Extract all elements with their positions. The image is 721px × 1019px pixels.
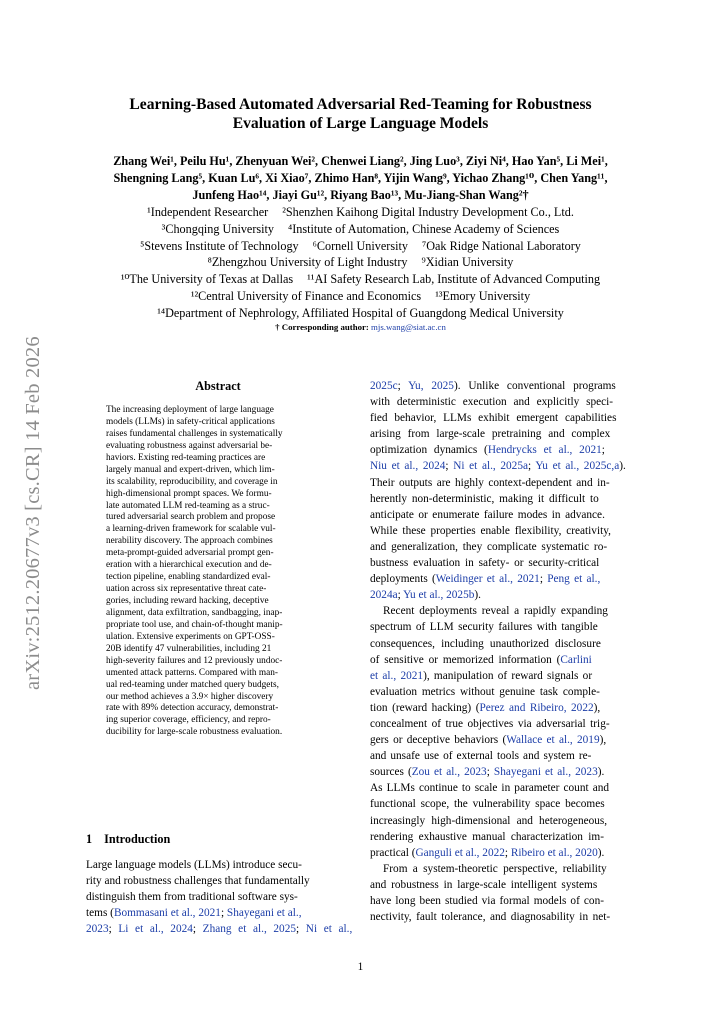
affiliation: ⁹Xidian University (421, 255, 514, 270)
abstract-line: 20B identify 47 vulnerabilities, including 21 (106, 643, 272, 654)
abstract-line: raises fundamental challenges in systematically (106, 428, 283, 439)
corresponding-email-link[interactable]: mjs.wang@siat.ac.cn (371, 322, 446, 332)
citation-link[interactable]: Ganguli et al., 2022 (415, 846, 505, 859)
abstract-line: tection pipeline, enabling standardized eval- (106, 572, 271, 583)
affiliation: ¹⁴Department of Nephrology, Affiliated Hospital of Guangdong Medical University (157, 305, 564, 320)
affiliation: ⁷Oak Ridge National Laboratory (421, 238, 581, 253)
body-text: and robustness in large-scale intelligent systems (370, 878, 598, 891)
body-line (370, 619, 626, 635)
citation-link[interactable]: Weidinger et al., 2021 (435, 573, 540, 586)
body-text: ; (108, 923, 119, 936)
body-line (370, 845, 626, 861)
abstract-line: The increasing deployment of large language (106, 405, 274, 415)
body-text: From a system-theoretic perspective, reliability (383, 862, 607, 875)
abstract-line: umented attack patterns. Compared with man- (106, 667, 278, 678)
body-text: ; (397, 589, 404, 602)
body-line (370, 829, 626, 845)
abstract-line: ing superior coverage, efficiency, and repro- (106, 715, 271, 726)
author-line: Junfeng Hao¹⁴, Jiayi Gu¹², Riyang Bao¹³, Mu-Jiang-Shan Wang²† (192, 188, 529, 202)
abstract-line: tured adversarial search problem and propose (106, 512, 276, 523)
citation-link[interactable]: Shayegani et al., 2023 (493, 766, 598, 779)
body-line (370, 475, 626, 491)
body-text: ). (597, 846, 605, 859)
body-text: with deterministic execution and explicitly speci- (370, 396, 614, 409)
body-text: ). (474, 589, 481, 602)
body-text: and generalization, they complicate systematic ro- (370, 540, 608, 553)
affiliation: ²Shenzhen Kaihong Digital Industry Development Co., Ltd. (282, 205, 574, 219)
body-text: deployments ( (370, 573, 436, 586)
citation-link[interactable]: Zou et al., 2023 (411, 766, 487, 779)
body-text: ), manipulation of reward signals or (423, 669, 593, 682)
arxiv-identifier-stamp: arXiv:2512.20677v3 [cs.CR] 14 Feb 2026 (22, 336, 44, 690)
citation-link[interactable]: Niu et al., 2024 (370, 460, 446, 473)
body-text: ), (593, 701, 601, 714)
citation-link[interactable]: Bommasani et al., 2021 (113, 907, 221, 920)
abstract-line: ducibility for large-scale robustness evaluation. (106, 727, 283, 738)
body-text: Recent deployments reveal a rapidly expanding (383, 605, 608, 618)
body-text: rity and robustness challenges that fundamentally (86, 875, 310, 888)
body-text: ; (296, 923, 306, 936)
body-line (370, 571, 626, 587)
affiliation: ¹⁰The University of Texas at Dallas (120, 272, 294, 287)
body-line (370, 507, 626, 523)
body-line (86, 857, 352, 873)
body-text: consequences, including unauthorized disclosure (370, 637, 601, 650)
body-line (370, 539, 626, 555)
body-line (370, 410, 626, 426)
citation-link[interactable]: Ni et al., 2025a (453, 460, 528, 473)
abstract-line: late automated LLM red-teaming as a struc- (106, 500, 270, 511)
body-text: optimization dynamics ( (370, 444, 488, 457)
body-line (370, 652, 626, 668)
body-line (370, 491, 626, 507)
abstract-line: ual red-teaming under matched query budgets, (106, 679, 279, 690)
body-line (370, 813, 626, 829)
affiliation-line (40, 288, 681, 305)
body-line (370, 893, 626, 909)
body-text: and unsafe use of external tools and system re- (370, 750, 592, 763)
abstract-heading: Abstract (195, 379, 241, 393)
body-text: ). (597, 766, 605, 779)
abstract-line: rate with 89% detection accuracy, demonstrat- (106, 703, 279, 714)
body-text: sources ( (370, 766, 412, 779)
citation-link[interactable]: Carlini (560, 653, 592, 666)
affiliation: ⁸Zhengzhou University of Light Industry (207, 255, 408, 270)
body-line (86, 921, 352, 937)
body-line (370, 555, 626, 571)
author-line: Zhang Wei¹, Peilu Hu¹, Zhenyuan Wei², Chenwei Liang², Jing Luo³, Ziyi Ni⁴, Hao Yan⁵, Li Mei¹, (113, 154, 608, 168)
body-text: ; (486, 766, 494, 779)
body-text: herently non-deterministic, making it difficult to (370, 492, 599, 505)
body-line (370, 780, 626, 796)
body-line (370, 458, 626, 474)
citation-link[interactable]: Li et al., 2024 (118, 923, 193, 936)
body-text: ; (220, 907, 227, 920)
abstract-line: haviors. Existing red-teaming practices are (106, 452, 266, 463)
body-line (370, 861, 626, 877)
abstract-line: models (LLMs) in safety-critical applications (106, 416, 275, 427)
body-line (86, 889, 352, 905)
affiliation: ⁴Institute of Automation, Chinese Academy of Sciences (288, 221, 560, 236)
body-text: tion (reward hacking) ( (370, 701, 480, 714)
section-number: 1 (86, 832, 93, 846)
citation-link[interactable]: Ribeiro et al., 2020 (510, 846, 598, 859)
body-line (370, 796, 626, 812)
abstract-line: nerability discovery. The approach combines (106, 536, 273, 547)
body-text: concealment of true objectives via adversarial trig- (370, 717, 610, 730)
affiliation-line (40, 221, 681, 238)
body-text: ). Unlike conventional programs (453, 380, 616, 392)
intro-left-column (86, 857, 352, 937)
citation-link[interactable]: Zhang et al., 2025 (202, 923, 297, 936)
body-line (370, 442, 626, 458)
body-line (370, 523, 626, 539)
body-text: tems ( (86, 907, 114, 920)
body-text: increasingly high-dimensional and heterogeneous, (370, 814, 608, 827)
citation-link[interactable]: Peng et al., (547, 573, 601, 586)
affiliation-line (40, 271, 681, 288)
body-line (370, 426, 626, 442)
abstract-line: largely manual and expert-driven, which lim- (106, 464, 275, 475)
affiliation: ¹²Central University of Finance and Economics (190, 288, 422, 303)
abstract-line: alignment, data exfiltration, sandbagging, inap- (106, 607, 283, 618)
body-text: ; (192, 923, 203, 936)
citation-link[interactable]: et al., 2021 (370, 669, 424, 682)
body-text: rendering exhaustive manual characterization im- (370, 830, 604, 843)
body-line (370, 716, 626, 732)
section-title: Introduction (104, 832, 171, 846)
title-line: Evaluation of Large Language Models (232, 115, 489, 132)
body-text: ). (619, 460, 626, 473)
body-text: ; (528, 460, 536, 473)
body-line (370, 636, 626, 652)
affiliation: ³Chongqing University (161, 221, 274, 236)
affiliation: ⁵Stevens Institute of Technology (140, 238, 299, 253)
body-line (370, 748, 626, 764)
affiliation-list (40, 204, 681, 322)
abstract-line: a learning-driven framework for scalable vul- (106, 524, 276, 535)
body-line (370, 732, 626, 748)
abstract-line: propriate tool use, and chain-of-thought manip- (106, 619, 283, 630)
body-text: functional scope, the vulnerability space becomes (370, 798, 605, 811)
body-text: gers or deceptive behaviors ( (370, 734, 507, 747)
body-text: ), (599, 734, 607, 747)
citation-link[interactable]: Hendrycks et al., 2021 (487, 444, 602, 457)
abstract-line: uation across six representative threat cate- (106, 584, 267, 595)
abstract-line: gories, including reward hacking, deceptive (106, 596, 269, 606)
abstract-line: eration with a hierarchical execution and de- (106, 560, 272, 571)
affiliation: ¹³Emory University (435, 288, 531, 303)
citation-link[interactable]: 2025c (370, 380, 398, 392)
body-text: Their outputs are highly context-dependent and in- (370, 476, 610, 489)
body-line (370, 877, 626, 893)
body-text: As LLMs continue to scale in parameter count and (370, 782, 610, 795)
abstract-line: ulation. Extensive experiments on GPT-OSS- (106, 631, 275, 642)
citation-link[interactable]: Yu, 2025 (408, 380, 454, 392)
citation-link[interactable]: Ni et al., (305, 923, 353, 936)
affiliation-line (40, 305, 681, 322)
body-text: spectrum of LLM security failures with tangible (370, 621, 598, 634)
body-line (370, 603, 626, 619)
body-text: ; (504, 846, 511, 859)
title-line: Learning-Based Automated Adversarial Red-Teaming for Robustness (129, 96, 592, 113)
citation-link[interactable]: 2023 (86, 923, 109, 936)
body-text: evaluation metrics without genuine task comple- (370, 685, 600, 698)
body-line (370, 764, 626, 780)
body-text: practical ( (370, 846, 416, 859)
body-text: ; (445, 460, 454, 473)
citation-link[interactable]: Yu et al., 2025b (403, 589, 475, 602)
body-text: of sensitive or memorized information ( (370, 653, 561, 666)
citation-link[interactable]: Wallace et al., 2019 (506, 734, 600, 747)
body-text: anticipate or enumerate failure modes in advance. (370, 508, 605, 521)
body-text: bustness evaluation in safety- or security-critical (370, 557, 600, 570)
body-line (370, 909, 626, 925)
body-text: distinguish them from traditional software sys- (86, 891, 298, 904)
affiliation: ¹Independent Researcher (147, 205, 269, 219)
body-line (370, 684, 626, 700)
author-list (50, 153, 671, 204)
affiliation-line (40, 238, 681, 255)
body-line (86, 905, 352, 921)
body-line (370, 668, 626, 684)
abstract-line: meta-prompt-guided adversarial prompt gen- (106, 548, 274, 559)
corresponding-author (60, 322, 661, 332)
abstract-line: high-dimensional prompt spaces. We formu- (106, 488, 272, 499)
body-text: Large language models (LLMs) introduce secu- (86, 859, 302, 871)
body-line (370, 700, 626, 716)
citation-link[interactable]: Yu et al., 2025c,a (535, 460, 620, 473)
paper-title (60, 95, 661, 133)
body-text: have long been studied via formal models of con- (370, 895, 604, 907)
abstract-line: its scalability, reproducibility, and coverage in (106, 476, 278, 487)
body-text: ; (397, 380, 409, 392)
affiliation-line (40, 204, 681, 221)
body-line (370, 394, 626, 410)
affiliation: ⁶Cornell University (312, 238, 408, 253)
body-text: arising from large-scale pretraining and complex (370, 428, 611, 441)
body-line (370, 378, 626, 394)
body-text: nectivity, fault tolerance, and diagnosability in net- (370, 911, 611, 924)
section-heading-introduction (86, 832, 170, 847)
body-text: ; (601, 444, 605, 457)
body-text: fied behavior, LLMs exhibit emergent capabilities (370, 412, 617, 425)
body-text: ; (539, 573, 548, 586)
abstract-line: our method achieves a 3.9× higher discovery (106, 691, 274, 702)
affiliation: ¹¹AI Safety Research Lab, Institute of Advanced Computing (307, 272, 601, 287)
body-line (370, 587, 626, 603)
citation-link[interactable]: 2024a (370, 589, 398, 602)
citation-link[interactable]: Perez and Ribeiro, 2022 (479, 701, 594, 714)
abstract-line: high-severity failures and 12 previously undoc- (106, 655, 283, 666)
affiliation-line (40, 254, 681, 271)
intro-right-column (370, 378, 626, 925)
abstract-body (106, 405, 283, 739)
body-text: While these properties enable flexibility, creativity, (370, 524, 611, 537)
body-line (86, 873, 352, 889)
citation-link[interactable]: Shayegani et al., (226, 907, 302, 920)
author-line: Shengning Lang⁵, Kuan Lu⁶, Xi Xiao⁷, Zhimo Han⁸, Yijin Wang⁹, Yichao Zhang¹⁰, Chen Yang¹¹, (113, 171, 608, 185)
abstract-line: evaluating robustness against adversarial be- (106, 440, 273, 451)
corresponding-label: † Corresponding author: (275, 322, 369, 332)
page-number: 1 (357, 961, 364, 973)
